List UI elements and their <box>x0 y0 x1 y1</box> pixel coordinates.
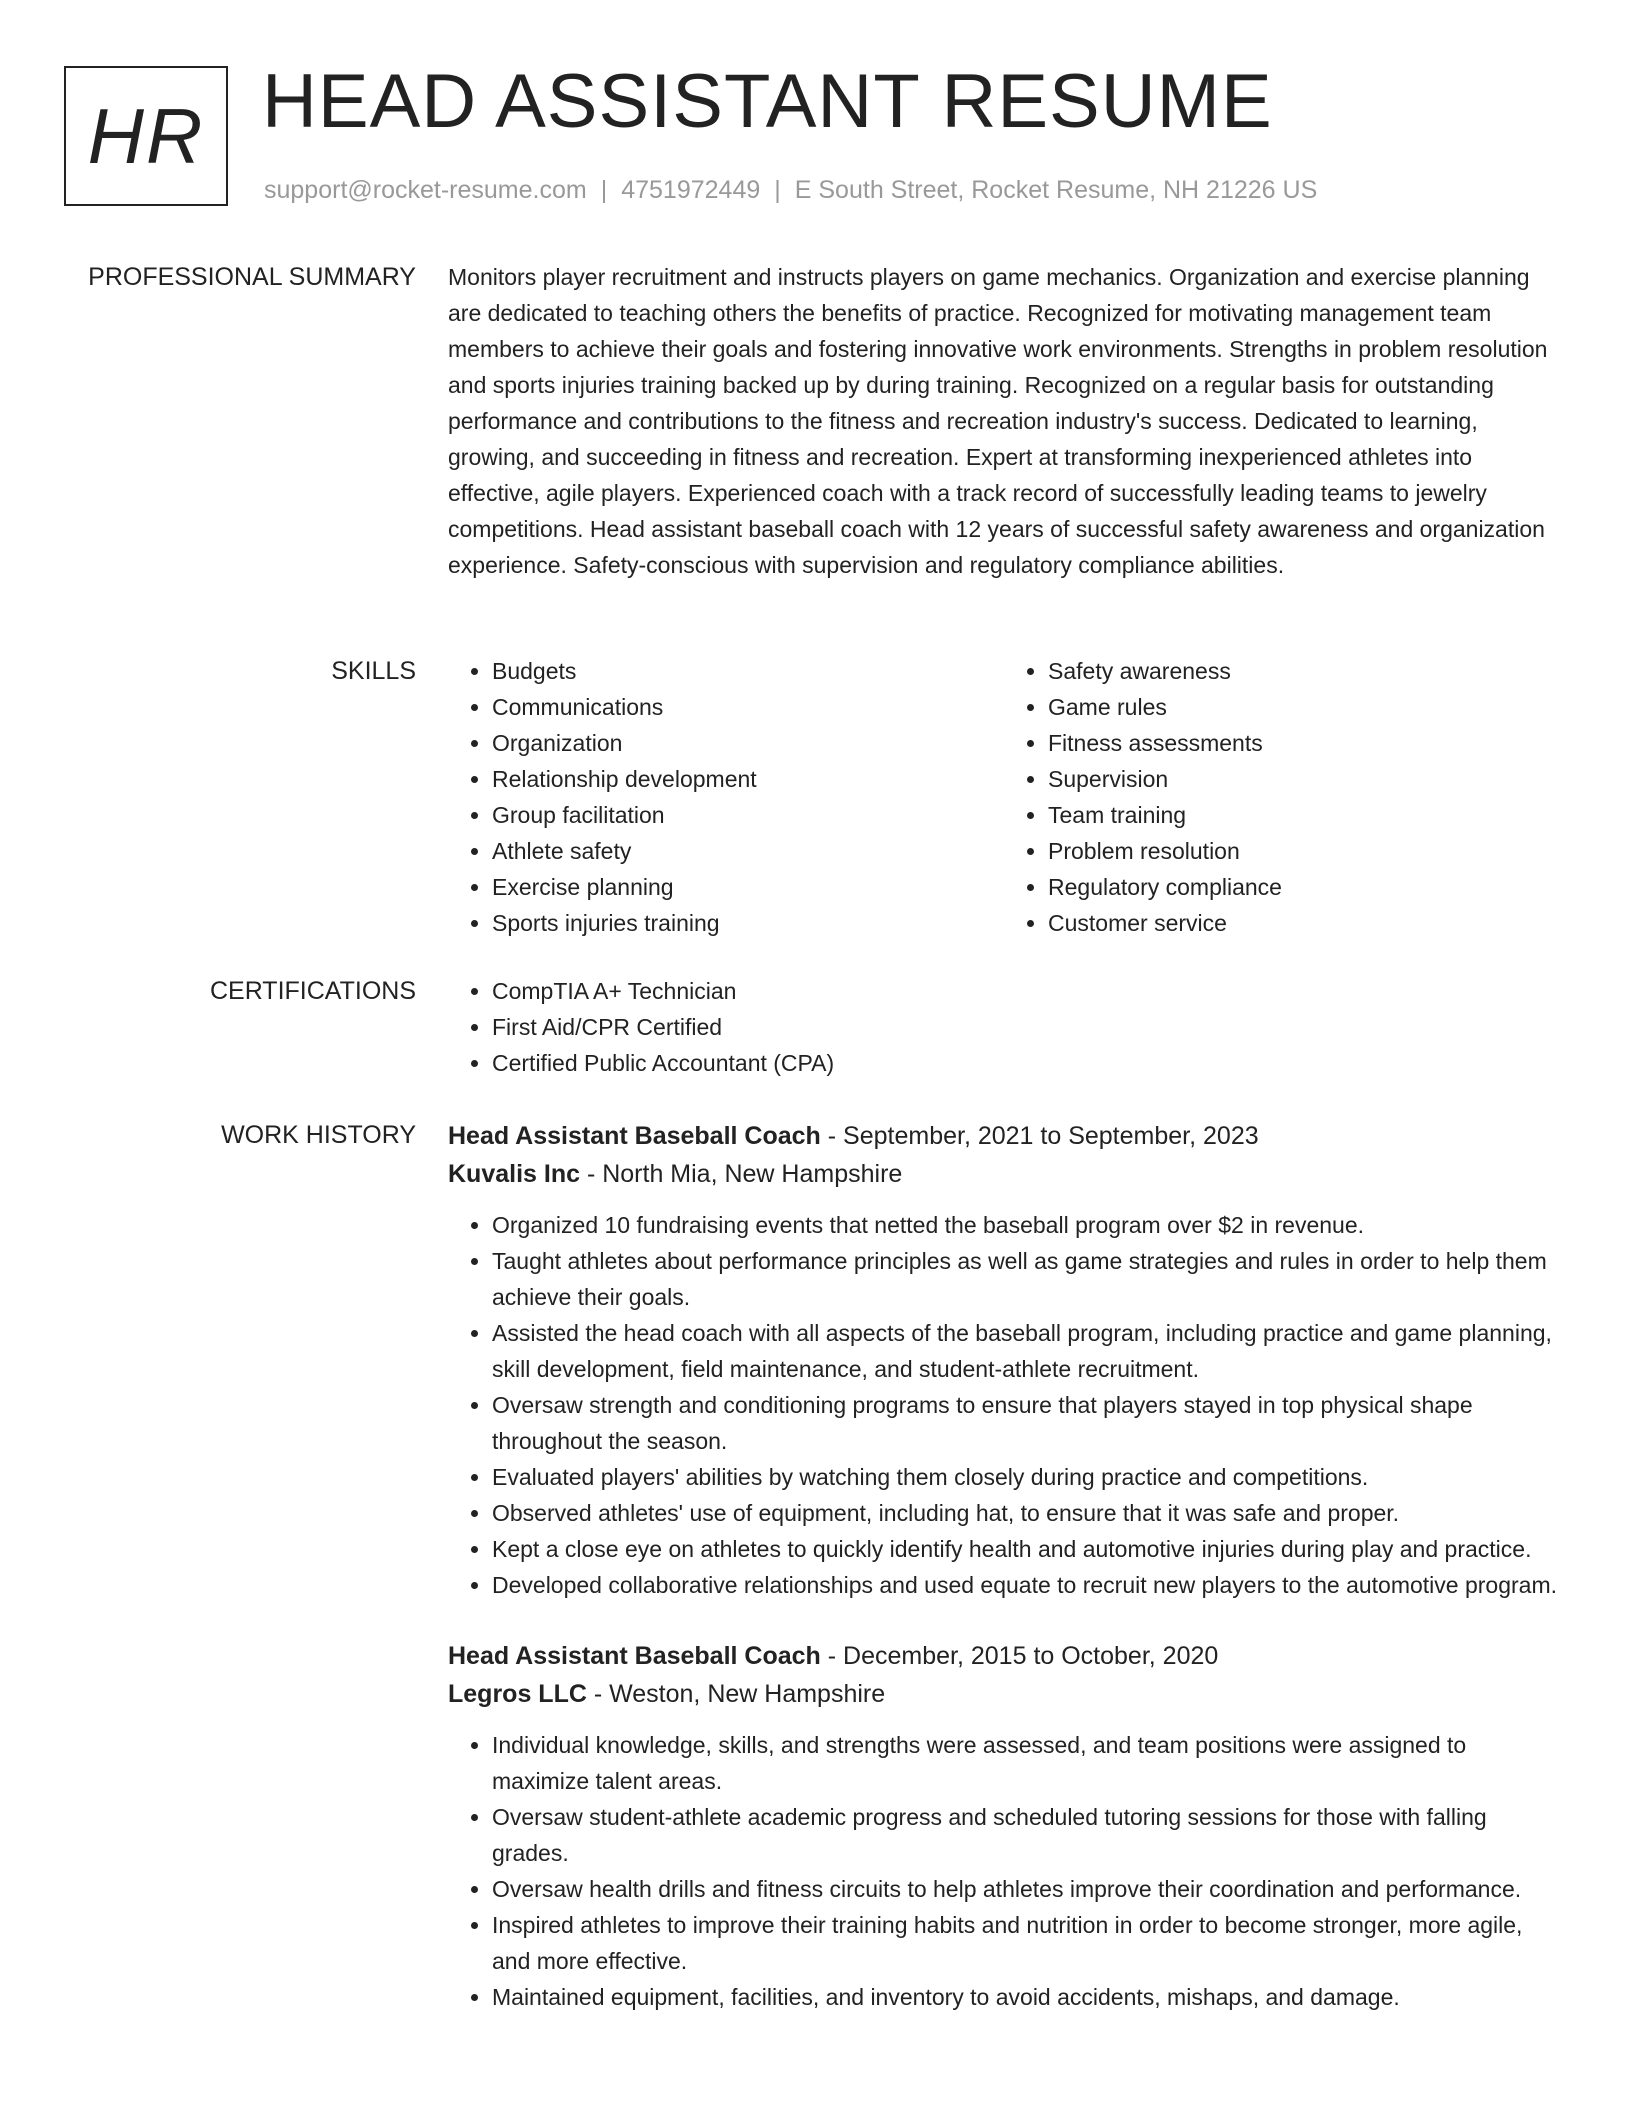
job-title-line <box>448 1117 1560 1155</box>
job-title: Head Assistant Baseball Coach <box>448 1642 821 1670</box>
certifications-list <box>448 973 1560 1081</box>
job-bullet: • Assisted the head coach with all aspects of the baseball program, including practice and game planning, skill development, field maintenance, and student-athlete recruitment. <box>492 1315 1560 1387</box>
skill-item: • Regulatory compliance <box>1048 869 1560 905</box>
job-location: - Weston, New Hampshire <box>586 1680 886 1708</box>
contact-address: E South Street, Rocket Resume, NH 21226 US <box>794 176 1318 204</box>
skill-item: • Team training <box>1048 797 1560 833</box>
skill-item: • Exercise planning <box>492 869 1004 905</box>
skill-item: • Relationship development <box>492 761 1004 797</box>
job-entry <box>448 1117 1560 1603</box>
job-company-line <box>448 1155 1560 1193</box>
job-bullet: • Oversaw health drills and fitness circuits to help athletes improve their coordination and performance. <box>492 1871 1560 1907</box>
skill-item: • Fitness assessments <box>1048 725 1560 761</box>
job-bullet: • Organized 10 fundraising events that netted the baseball program over $2 in revenue. <box>492 1207 1560 1243</box>
job-bullet: • Oversaw strength and conditioning programs to ensure that players stayed in top physical shape throughout the season. <box>492 1387 1560 1459</box>
skills-heading: SKILLS <box>331 657 416 685</box>
skill-item: • Safety awareness <box>1048 653 1560 689</box>
summary-heading: PROFESSIONAL SUMMARY <box>88 263 416 291</box>
job-dates: - December, 2015 to October, 2020 <box>820 1642 1219 1670</box>
job-bullet: • Evaluated players' abilities by watching them closely during practice and competitions. <box>492 1459 1560 1495</box>
job-bullet: • Taught athletes about performance principles as well as game strategies and rules in order to help them achieve their goals. <box>492 1243 1560 1315</box>
certification-item: • Certified Public Accountant (CPA) <box>492 1045 1560 1081</box>
contact-separator: | <box>774 176 781 204</box>
skill-item: • Supervision <box>1048 761 1560 797</box>
job-bullet: • Individual knowledge, skills, and strengths were assessed, and team positions were assigned to maximize talent areas. <box>492 1727 1560 1799</box>
job-bullet: • Oversaw student-athlete academic progress and scheduled tutoring sessions for those with falling grades. <box>492 1799 1560 1871</box>
skill-item: • Communications <box>492 689 1004 725</box>
skill-item: • Budgets <box>492 653 1004 689</box>
job-bullet: • Observed athletes' use of equipment, including hat, to ensure that it was safe and proper. <box>492 1495 1560 1531</box>
job-entry <box>448 1637 1560 2015</box>
contact-email[interactable]: support@rocket-resume.com <box>264 176 587 204</box>
work-history-heading: WORK HISTORY <box>221 1121 416 1149</box>
certification-item: • CompTIA A+ Technician <box>492 973 1560 1009</box>
job-location: - North Mia, New Hampshire <box>580 1160 903 1188</box>
job-bullet: • Maintained equipment, facilities, and inventory to avoid accidents, mishaps, and damage. <box>492 1979 1560 2015</box>
skill-item: • Group facilitation <box>492 797 1004 833</box>
job-bullet: • Developed collaborative relationships and used equate to recruit new players to the automotive program. <box>492 1567 1560 1603</box>
job-company-line <box>448 1675 1560 1713</box>
certifications-heading: CERTIFICATIONS <box>209 977 416 1005</box>
contact-separator: | <box>600 176 608 204</box>
skills-list-left <box>448 653 1004 941</box>
skill-item: • Game rules <box>1048 689 1560 725</box>
job-company: Kuvalis Inc <box>448 1160 580 1188</box>
job-company: Legros LLC <box>448 1680 587 1708</box>
skill-item: • Problem resolution <box>1048 833 1560 869</box>
job-title-line <box>448 1637 1560 1675</box>
contact-line <box>264 176 1317 205</box>
job-bullets <box>448 1207 1560 1603</box>
skills-list-right <box>1004 653 1560 941</box>
job-bullet: • Kept a close eye on athletes to quickly identify health and automotive injuries during play and practice. <box>492 1531 1560 1567</box>
job-bullet: • Inspired athletes to improve their training habits and nutrition in order to become stronger, more agile, and more effective. <box>492 1907 1560 1979</box>
job-bullets <box>448 1727 1560 2015</box>
skill-item: • Organization <box>492 725 1004 761</box>
summary-text: Monitors player recruitment and instructs players on game mechanics. Organization and exercise planning are dedicated to teaching others the benefits of practice. Recognized for motivating management team members to achieve their goals and fostering innovative work environments. Strengths in problem resolution and sports injuries training backed up by during training. Recognized on a regular basis for outstanding performance and contributions to the fitness and recreation industry's success. Dedicated to learning, growing, and succeeding in fitness and recreation. Expert at transforming inexperienced athletes into effective, agile players. Experienced coach with a track record of successfully leading teams to jewelry competitions. Head assistant baseball coach with 12 years of successful safety awareness and organization experience. Safety-conscious with supervision and regulatory compliance abilities. <box>448 264 1548 578</box>
monogram-badge <box>64 66 228 206</box>
job-title: Head Assistant Baseball Coach <box>448 1122 821 1150</box>
contact-phone[interactable]: 4751972449 <box>621 176 761 204</box>
job-dates: - September, 2021 to September, 2023 <box>820 1122 1259 1150</box>
certification-item: • First Aid/CPR Certified <box>492 1009 1560 1045</box>
skill-item: • Sports injuries training <box>492 905 1004 941</box>
monogram-initials: HR <box>87 91 205 180</box>
skill-item: • Athlete safety <box>492 833 1004 869</box>
skill-item: • Customer service <box>1048 905 1560 941</box>
resume-title: HEAD ASSISTANT RESUME <box>262 59 1273 144</box>
